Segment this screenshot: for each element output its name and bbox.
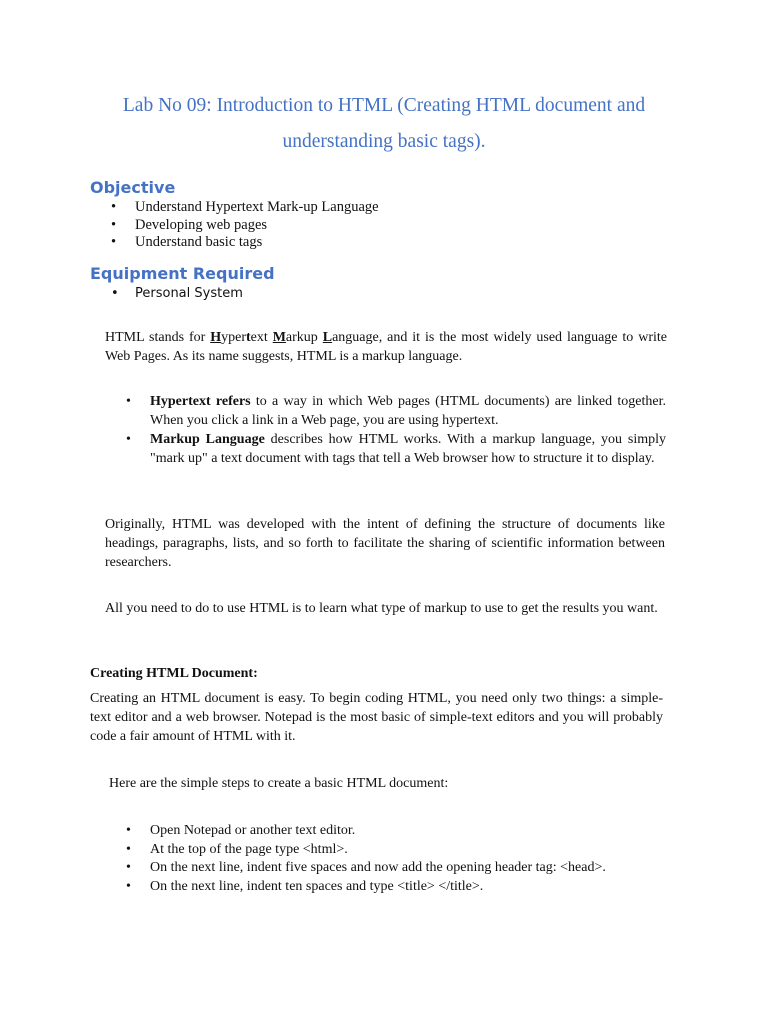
- summary-paragraph: All you need to do to use HTML is to learn what type of markup to use to get the results you want.: [105, 601, 658, 616]
- bullet-icon: •: [126, 878, 131, 894]
- bullet-icon: •: [111, 286, 119, 301]
- objective-item: • Understand Hypertext Mark-up Language: [111, 199, 379, 215]
- objective-item: • Developing web pages: [111, 216, 268, 233]
- equipment-heading: Equipment Required: [90, 264, 275, 283]
- bullet-icon: •: [126, 394, 131, 409]
- step-item: • Open Notepad or another text editor.: [126, 823, 356, 838]
- bullet-icon: •: [111, 199, 117, 215]
- step-item: • At the top of the page type <html>.: [126, 841, 348, 857]
- bullet-icon: •: [126, 841, 131, 857]
- bullet-icon: •: [111, 234, 117, 250]
- creating-paragraph: Creating an HTML document is easy. To begin coding HTML, you need only two things: a simple-text editor and a web browser. Notepad is the most basic of simple-text editors and you will probably code a fair amount of HTML with it.: [90, 691, 663, 744]
- creating-heading: Creating HTML Document:: [90, 666, 258, 681]
- history-paragraph: Originally, HTML was developed with the intent of defining the structure of documents like headings, paragraphs, lists, and so forth to facilitate the sharing of scientific information between researchers.: [105, 517, 665, 570]
- step-item: • On the next line, indent ten spaces and type <title> </title>.: [126, 878, 484, 894]
- equipment-item: • Personal System: [111, 286, 243, 301]
- definition-item: • Markup Language describes how HTML works. With a markup language, you simply "mark up" a text document with tags that tell a Web browser how to structure it to display.: [126, 432, 666, 466]
- definition-item: • Hypertext refers to a way in which Web pages (HTML documents) are linked together. When you click a link in a Web page, you are using hypertext.: [126, 394, 667, 428]
- steps-intro: Here are the simple steps to create a basic HTML document:: [109, 776, 449, 791]
- bullet-icon: •: [111, 216, 117, 233]
- step-item: • On the next line, indent five spaces and now add the opening header tag: <head>.: [126, 860, 606, 875]
- bullet-icon: •: [126, 823, 131, 838]
- bullet-icon: •: [126, 432, 131, 447]
- page-title: Lab No 09: Introduction to HTML (Creating HTML document and understanding basic tags).: [122, 95, 646, 152]
- bullet-icon: •: [126, 860, 131, 875]
- objective-heading: Objective: [90, 178, 176, 197]
- intro-paragraph: HTML stands for Hypertext Markup Language, and it is the most widely used language to write Web Pages. As its name suggests, HTML is a markup language.: [105, 330, 667, 364]
- objective-item: • Understand basic tags: [111, 234, 263, 250]
